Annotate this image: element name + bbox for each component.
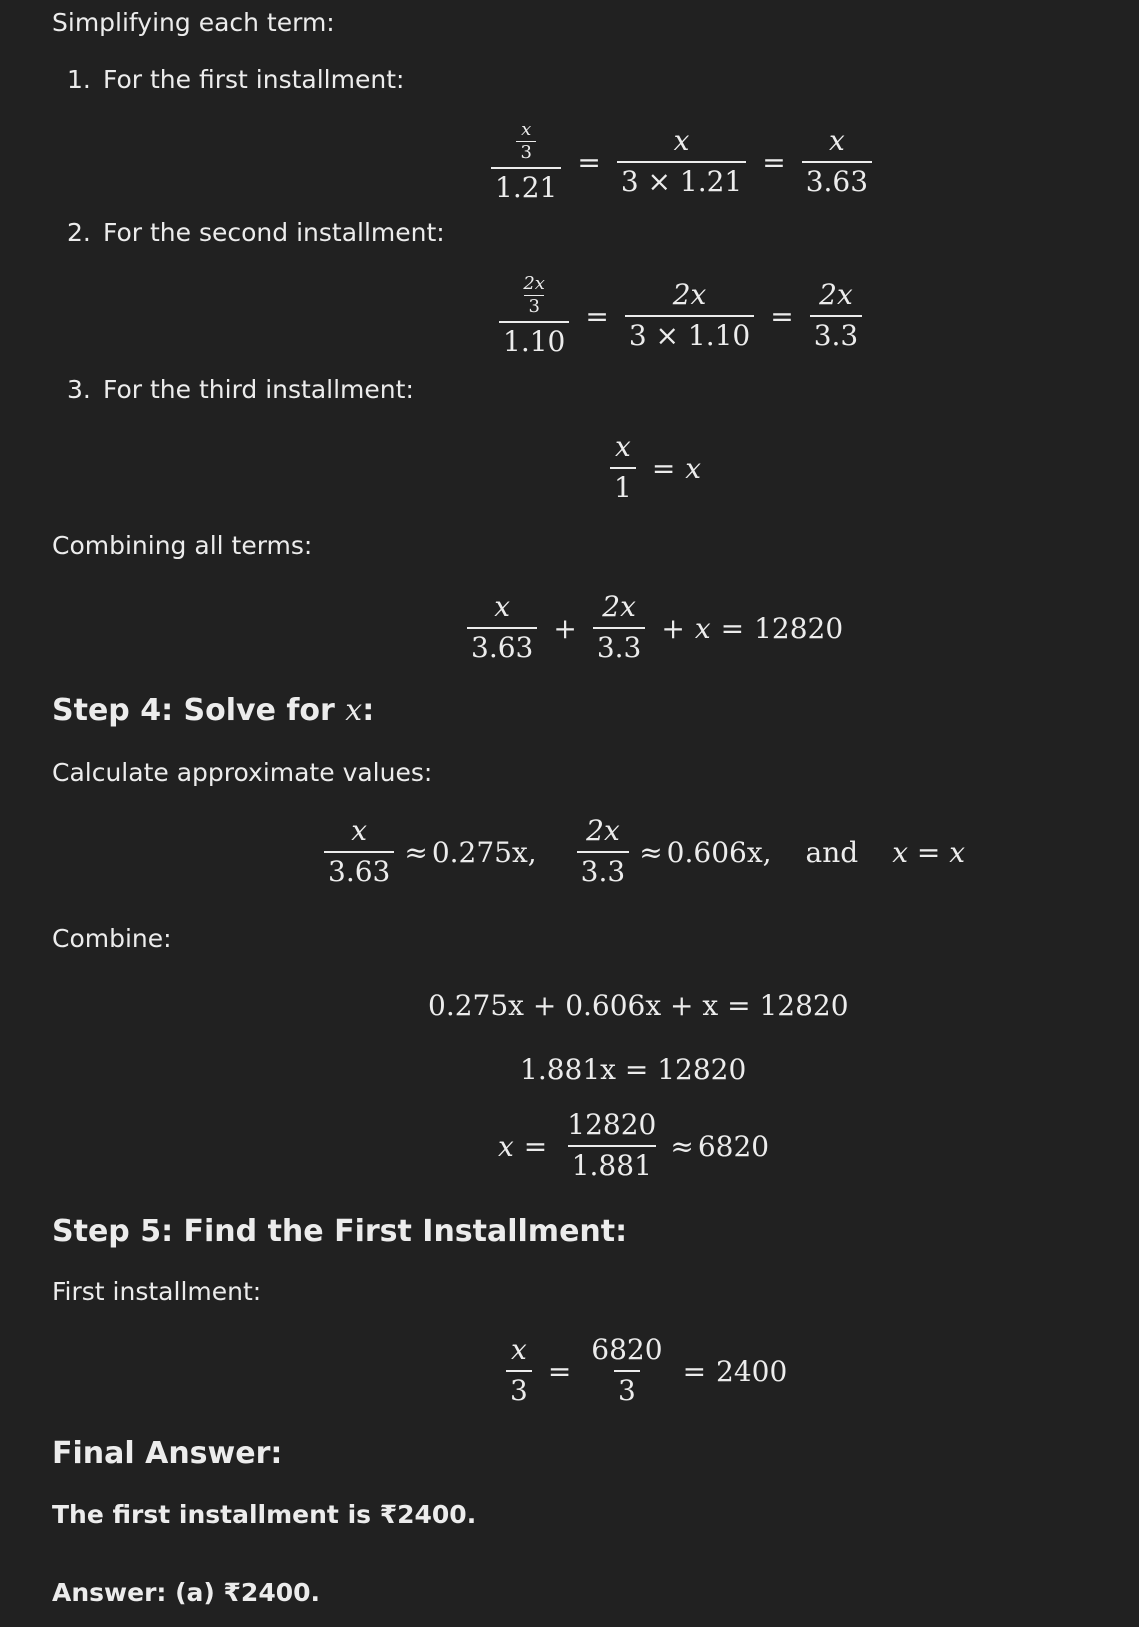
list-item-label: For the third installment: bbox=[103, 375, 414, 404]
list-item bbox=[67, 65, 404, 95]
equation-third-installment: $\frac{x}{1}$ = x bbox=[604, 428, 701, 508]
equation-approximations: $\frac{x}{3.63}$ ≈ 0.275x, $\frac{2x}{3.3}$ ≈ 0.606x, and x = x bbox=[318, 812, 965, 892]
step4-heading: Step 4: Solve for x: bbox=[52, 693, 375, 728]
list-item bbox=[67, 375, 414, 405]
equation-first-installment-value: $\frac{x}{3}$ = $\frac{6820}{3}$ = 2400 bbox=[500, 1331, 787, 1411]
equation-solve-x: x = $\frac{12820}{1.881}$ ≈ 6820 bbox=[498, 1108, 770, 1182]
equation-combined: $\frac{x}{3.63}$ + $\frac{2x}{3.3}$ + x = 12820 bbox=[461, 588, 843, 668]
equation-coefficient: 1.881x = 12820 bbox=[520, 1052, 747, 1086]
equation-second-installment: $\frac{\frac{2x}{3}}{1.10}$ = $\frac{2x}{3 \times 1.10}$ = $\frac{2x}{3.3}$ bbox=[493, 276, 868, 356]
equation-sum: 0.275x + 0.606x + x = 12820 bbox=[428, 988, 849, 1022]
intro-text: Simplifying each term: bbox=[52, 8, 335, 37]
combining-label: Combining all terms: bbox=[52, 531, 313, 560]
first-installment-label: First installment: bbox=[52, 1277, 262, 1306]
list-number: 1. bbox=[67, 65, 91, 94]
list-number: 3. bbox=[67, 375, 91, 404]
list-item bbox=[67, 218, 445, 248]
calculate-label: Calculate approximate values: bbox=[52, 758, 433, 787]
list-item-label: For the first installment: bbox=[103, 65, 405, 94]
final-answer-heading: Final Answer: bbox=[52, 1436, 283, 1471]
combine-label: Combine: bbox=[52, 924, 172, 953]
list-number: 2. bbox=[67, 218, 91, 247]
step5-heading: Step 5: Find the First Installment: bbox=[52, 1214, 628, 1249]
final-answer-text: The first installment is ₹2400. bbox=[52, 1500, 477, 1529]
list-item-label: For the second installment: bbox=[103, 218, 445, 247]
equation-first-installment: $\frac{\frac{x}{3}}{1.21}$ = $\frac{x}{3 \times 1.21}$ = $\frac{x}{3.63}$ bbox=[485, 122, 878, 202]
answer-line: Answer: (a) ₹2400. bbox=[52, 1578, 321, 1607]
